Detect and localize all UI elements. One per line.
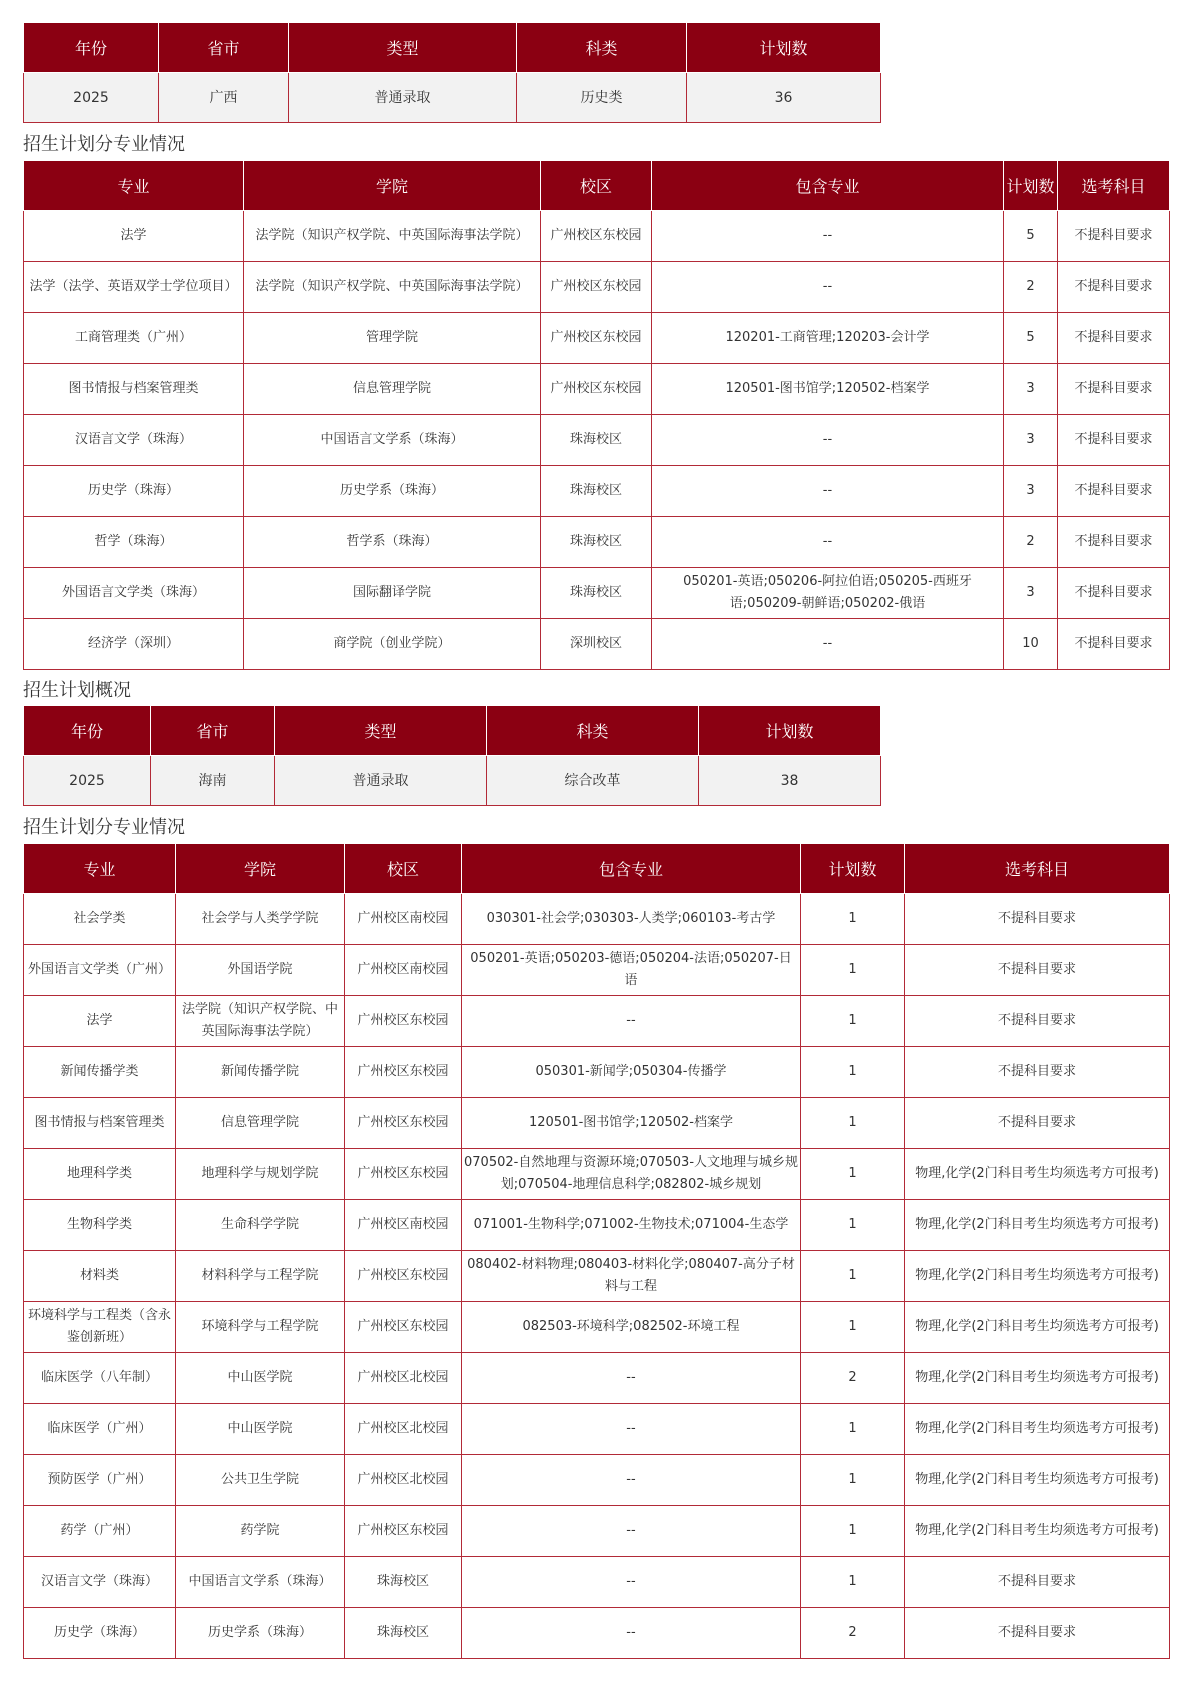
summary-year: 2025 xyxy=(24,73,159,123)
summary-plan-count: 38 xyxy=(699,756,881,806)
cell-campus: 广州校区东校园 xyxy=(345,1149,462,1200)
cell-major: 预防医学（广州） xyxy=(24,1455,176,1506)
cell-plan-count: 3 xyxy=(1004,415,1058,466)
table-row xyxy=(24,466,1170,517)
cell-major: 经济学（深圳） xyxy=(24,619,244,670)
cell-college: 外国语学院 xyxy=(176,945,345,996)
cell-college: 法学院（知识产权学院、中英国际海事法学院） xyxy=(176,996,345,1047)
table-row xyxy=(24,211,1170,262)
header-major: 专业 xyxy=(24,161,244,211)
cell-subject-requirement: 不提科目要求 xyxy=(905,1608,1170,1659)
table-row xyxy=(24,1353,1170,1404)
cell-subject-requirement: 不提科目要求 xyxy=(905,1047,1170,1098)
cell-college: 公共卫生学院 xyxy=(176,1455,345,1506)
cell-college: 商学院（创业学院） xyxy=(244,619,541,670)
cell-plan-count: 2 xyxy=(801,1608,905,1659)
cell-included-majors: 082503-环境科学;082502-环境工程 xyxy=(462,1302,801,1353)
table-row xyxy=(24,517,1170,568)
cell-plan-count: 2 xyxy=(1004,517,1058,568)
table-row xyxy=(24,1200,1170,1251)
cell-subject-requirement: 不提科目要求 xyxy=(905,1098,1170,1149)
cell-campus: 广州校区南校园 xyxy=(345,945,462,996)
header-plan-count: 计划数 xyxy=(699,706,881,756)
cell-campus: 广州校区北校园 xyxy=(345,1455,462,1506)
header-category: 科类 xyxy=(517,23,687,73)
cell-subject-requirement: 不提科目要求 xyxy=(905,894,1170,945)
table-row xyxy=(24,364,1170,415)
summary-plan-count: 36 xyxy=(687,73,881,123)
cell-included-majors: -- xyxy=(652,262,1004,313)
cell-subject-requirement: 不提科目要求 xyxy=(1058,415,1170,466)
cell-plan-count: 1 xyxy=(801,1098,905,1149)
cell-plan-count: 1 xyxy=(801,1251,905,1302)
header-plan-count: 计划数 xyxy=(801,844,905,894)
header-type: 类型 xyxy=(275,706,487,756)
section-title-major-plan: 招生计划分专业情况 xyxy=(23,134,185,155)
header-included-majors: 包含专业 xyxy=(652,161,1004,211)
cell-major: 历史学（珠海） xyxy=(24,466,244,517)
cell-plan-count: 1 xyxy=(801,1506,905,1557)
cell-campus: 广州校区南校园 xyxy=(345,1200,462,1251)
cell-plan-count: 3 xyxy=(1004,568,1058,619)
table-row xyxy=(24,1608,1170,1659)
cell-major: 临床医学（八年制） xyxy=(24,1353,176,1404)
cell-campus: 珠海校区 xyxy=(541,466,652,517)
cell-plan-count: 5 xyxy=(1004,211,1058,262)
cell-college: 历史学系（珠海） xyxy=(176,1608,345,1659)
major-plan-table-guangxi xyxy=(23,160,1170,670)
cell-campus: 广州校区东校园 xyxy=(345,1047,462,1098)
cell-college: 环境科学与工程学院 xyxy=(176,1302,345,1353)
cell-campus: 珠海校区 xyxy=(345,1557,462,1608)
summary-row xyxy=(24,756,881,806)
cell-included-majors: 030301-社会学;030303-人类学;060103-考古学 xyxy=(462,894,801,945)
cell-major: 新闻传播学类 xyxy=(24,1047,176,1098)
cell-major: 材料类 xyxy=(24,1251,176,1302)
cell-included-majors: -- xyxy=(462,1608,801,1659)
cell-included-majors: 120501-图书馆学;120502-档案学 xyxy=(652,364,1004,415)
section-title-overview: 招生计划概况 xyxy=(23,680,131,701)
cell-college: 地理科学与规划学院 xyxy=(176,1149,345,1200)
table-row xyxy=(24,1557,1170,1608)
cell-plan-count: 1 xyxy=(801,1149,905,1200)
cell-campus: 广州校区东校园 xyxy=(345,1098,462,1149)
cell-college: 国际翻译学院 xyxy=(244,568,541,619)
summary-row xyxy=(24,73,881,123)
cell-included-majors: -- xyxy=(652,619,1004,670)
cell-included-majors: 120201-工商管理;120203-会计学 xyxy=(652,313,1004,364)
summary-header-row xyxy=(24,23,881,73)
cell-campus: 广州校区东校园 xyxy=(541,211,652,262)
cell-major: 汉语言文学（珠海） xyxy=(24,1557,176,1608)
summary-table-guangxi xyxy=(23,22,881,123)
cell-major: 法学 xyxy=(24,996,176,1047)
cell-subject-requirement: 物理,化学(2门科目考生均须选考方可报考) xyxy=(905,1353,1170,1404)
cell-campus: 广州校区东校园 xyxy=(345,1506,462,1557)
cell-plan-count: 2 xyxy=(1004,262,1058,313)
cell-subject-requirement: 不提科目要求 xyxy=(1058,568,1170,619)
header-subject-requirement: 选考科目 xyxy=(1058,161,1170,211)
table-row xyxy=(24,1098,1170,1149)
table-row xyxy=(24,313,1170,364)
cell-subject-requirement: 物理,化学(2门科目考生均须选考方可报考) xyxy=(905,1251,1170,1302)
cell-subject-requirement: 物理,化学(2门科目考生均须选考方可报考) xyxy=(905,1302,1170,1353)
cell-included-majors: -- xyxy=(652,415,1004,466)
cell-campus: 广州校区北校园 xyxy=(345,1353,462,1404)
cell-plan-count: 1 xyxy=(801,894,905,945)
header-category: 科类 xyxy=(487,706,699,756)
section-title-major-plan: 招生计划分专业情况 xyxy=(23,817,185,838)
cell-college: 历史学系（珠海） xyxy=(244,466,541,517)
cell-included-majors: -- xyxy=(462,1455,801,1506)
cell-major: 地理科学类 xyxy=(24,1149,176,1200)
table-row xyxy=(24,619,1170,670)
summary-type: 普通录取 xyxy=(289,73,517,123)
cell-college: 新闻传播学院 xyxy=(176,1047,345,1098)
cell-major: 环境科学与工程类（含永鉴创新班） xyxy=(24,1302,176,1353)
cell-subject-requirement: 不提科目要求 xyxy=(1058,364,1170,415)
cell-included-majors: 071001-生物科学;071002-生物技术;071004-生态学 xyxy=(462,1200,801,1251)
cell-major: 临床医学（广州） xyxy=(24,1404,176,1455)
cell-plan-count: 1 xyxy=(801,1047,905,1098)
cell-plan-count: 1 xyxy=(801,945,905,996)
header-major: 专业 xyxy=(24,844,176,894)
header-province: 省市 xyxy=(151,706,275,756)
cell-included-majors: 050201-英语;050206-阿拉伯语;050205-西班牙语;050209-朝鲜语;050202-俄语 xyxy=(652,568,1004,619)
cell-college: 社会学与人类学学院 xyxy=(176,894,345,945)
header-year: 年份 xyxy=(24,706,151,756)
table-row xyxy=(24,1251,1170,1302)
summary-category: 综合改革 xyxy=(487,756,699,806)
cell-campus: 珠海校区 xyxy=(345,1608,462,1659)
cell-college: 生命科学学院 xyxy=(176,1200,345,1251)
summary-province: 海南 xyxy=(151,756,275,806)
header-plan-count: 计划数 xyxy=(687,23,881,73)
table-row xyxy=(24,1302,1170,1353)
detail-header-row xyxy=(24,161,1170,211)
cell-plan-count: 2 xyxy=(801,1353,905,1404)
cell-college: 中山医学院 xyxy=(176,1404,345,1455)
cell-campus: 广州校区东校园 xyxy=(541,262,652,313)
cell-included-majors: -- xyxy=(462,1404,801,1455)
cell-major: 外国语言文学类（广州） xyxy=(24,945,176,996)
detail-header-row xyxy=(24,844,1170,894)
header-plan-count: 计划数 xyxy=(1004,161,1058,211)
cell-subject-requirement: 不提科目要求 xyxy=(905,996,1170,1047)
cell-major: 社会学类 xyxy=(24,894,176,945)
cell-plan-count: 10 xyxy=(1004,619,1058,670)
cell-campus: 珠海校区 xyxy=(541,568,652,619)
cell-major: 哲学（珠海） xyxy=(24,517,244,568)
cell-subject-requirement: 不提科目要求 xyxy=(1058,517,1170,568)
summary-table-hainan xyxy=(23,705,881,806)
cell-college: 法学院（知识产权学院、中英国际海事法学院） xyxy=(244,262,541,313)
header-college: 学院 xyxy=(244,161,541,211)
table-row xyxy=(24,894,1170,945)
cell-subject-requirement: 不提科目要求 xyxy=(905,945,1170,996)
cell-major: 生物科学类 xyxy=(24,1200,176,1251)
table-row xyxy=(24,945,1170,996)
cell-plan-count: 3 xyxy=(1004,466,1058,517)
cell-college: 信息管理学院 xyxy=(244,364,541,415)
summary-year: 2025 xyxy=(24,756,151,806)
cell-included-majors: -- xyxy=(462,1506,801,1557)
cell-included-majors: -- xyxy=(652,466,1004,517)
cell-college: 中山医学院 xyxy=(176,1353,345,1404)
cell-subject-requirement: 物理,化学(2门科目考生均须选考方可报考) xyxy=(905,1506,1170,1557)
header-campus: 校区 xyxy=(541,161,652,211)
header-college: 学院 xyxy=(176,844,345,894)
table-row xyxy=(24,415,1170,466)
header-year: 年份 xyxy=(24,23,159,73)
cell-college: 哲学系（珠海） xyxy=(244,517,541,568)
cell-campus: 广州校区南校园 xyxy=(345,894,462,945)
header-subject-requirement: 选考科目 xyxy=(905,844,1170,894)
summary-header-row xyxy=(24,706,881,756)
cell-included-majors: 080402-材料物理;080403-材料化学;080407-高分子材料与工程 xyxy=(462,1251,801,1302)
cell-included-majors: 050201-英语;050203-德语;050204-法语;050207-日语 xyxy=(462,945,801,996)
cell-major: 历史学（珠海） xyxy=(24,1608,176,1659)
cell-included-majors: 050301-新闻学;050304-传播学 xyxy=(462,1047,801,1098)
cell-subject-requirement: 不提科目要求 xyxy=(1058,313,1170,364)
cell-plan-count: 5 xyxy=(1004,313,1058,364)
cell-campus: 广州校区北校园 xyxy=(345,1404,462,1455)
cell-subject-requirement: 物理,化学(2门科目考生均须选考方可报考) xyxy=(905,1455,1170,1506)
cell-included-majors: 120501-图书馆学;120502-档案学 xyxy=(462,1098,801,1149)
cell-subject-requirement: 不提科目要求 xyxy=(1058,211,1170,262)
cell-college: 中国语言文学系（珠海） xyxy=(176,1557,345,1608)
header-type: 类型 xyxy=(289,23,517,73)
cell-included-majors: -- xyxy=(462,996,801,1047)
cell-major: 汉语言文学（珠海） xyxy=(24,415,244,466)
cell-major: 法学 xyxy=(24,211,244,262)
cell-campus: 广州校区东校园 xyxy=(345,996,462,1047)
cell-plan-count: 3 xyxy=(1004,364,1058,415)
cell-plan-count: 1 xyxy=(801,1455,905,1506)
cell-major: 药学（广州） xyxy=(24,1506,176,1557)
cell-plan-count: 1 xyxy=(801,996,905,1047)
header-province: 省市 xyxy=(159,23,289,73)
cell-subject-requirement: 不提科目要求 xyxy=(1058,466,1170,517)
cell-college: 信息管理学院 xyxy=(176,1098,345,1149)
cell-campus: 广州校区东校园 xyxy=(345,1302,462,1353)
cell-campus: 深圳校区 xyxy=(541,619,652,670)
cell-major: 外国语言文学类（珠海） xyxy=(24,568,244,619)
table-row xyxy=(24,1455,1170,1506)
cell-college: 法学院（知识产权学院、中英国际海事法学院） xyxy=(244,211,541,262)
table-row xyxy=(24,1506,1170,1557)
cell-major: 工商管理类（广州） xyxy=(24,313,244,364)
table-row xyxy=(24,1047,1170,1098)
table-row xyxy=(24,1149,1170,1200)
header-included-majors: 包含专业 xyxy=(462,844,801,894)
cell-subject-requirement: 不提科目要求 xyxy=(1058,619,1170,670)
cell-campus: 广州校区东校园 xyxy=(541,364,652,415)
summary-province: 广西 xyxy=(159,73,289,123)
cell-subject-requirement: 物理,化学(2门科目考生均须选考方可报考) xyxy=(905,1200,1170,1251)
cell-subject-requirement: 物理,化学(2门科目考生均须选考方可报考) xyxy=(905,1149,1170,1200)
table-row xyxy=(24,996,1170,1047)
cell-major: 图书情报与档案管理类 xyxy=(24,1098,176,1149)
cell-college: 材料科学与工程学院 xyxy=(176,1251,345,1302)
table-row xyxy=(24,568,1170,619)
cell-plan-count: 1 xyxy=(801,1557,905,1608)
summary-category: 历史类 xyxy=(517,73,687,123)
cell-included-majors: -- xyxy=(652,211,1004,262)
cell-college: 中国语言文学系（珠海） xyxy=(244,415,541,466)
major-plan-table-hainan xyxy=(23,843,1170,1659)
summary-type: 普通录取 xyxy=(275,756,487,806)
cell-campus: 广州校区东校园 xyxy=(345,1251,462,1302)
cell-included-majors: 070502-自然地理与资源环境;070503-人文地理与城乡规划;070504-地理信息科学;082802-城乡规划 xyxy=(462,1149,801,1200)
cell-plan-count: 1 xyxy=(801,1302,905,1353)
cell-campus: 珠海校区 xyxy=(541,415,652,466)
cell-major: 图书情报与档案管理类 xyxy=(24,364,244,415)
cell-campus: 广州校区东校园 xyxy=(541,313,652,364)
table-row xyxy=(24,262,1170,313)
cell-included-majors: -- xyxy=(462,1353,801,1404)
cell-plan-count: 1 xyxy=(801,1200,905,1251)
cell-college: 药学院 xyxy=(176,1506,345,1557)
cell-major: 法学（法学、英语双学士学位项目） xyxy=(24,262,244,313)
cell-included-majors: -- xyxy=(652,517,1004,568)
table-row xyxy=(24,1404,1170,1455)
cell-subject-requirement: 不提科目要求 xyxy=(1058,262,1170,313)
cell-subject-requirement: 物理,化学(2门科目考生均须选考方可报考) xyxy=(905,1404,1170,1455)
header-campus: 校区 xyxy=(345,844,462,894)
cell-included-majors: -- xyxy=(462,1557,801,1608)
cell-campus: 珠海校区 xyxy=(541,517,652,568)
cell-subject-requirement: 不提科目要求 xyxy=(905,1557,1170,1608)
cell-college: 管理学院 xyxy=(244,313,541,364)
cell-plan-count: 1 xyxy=(801,1404,905,1455)
